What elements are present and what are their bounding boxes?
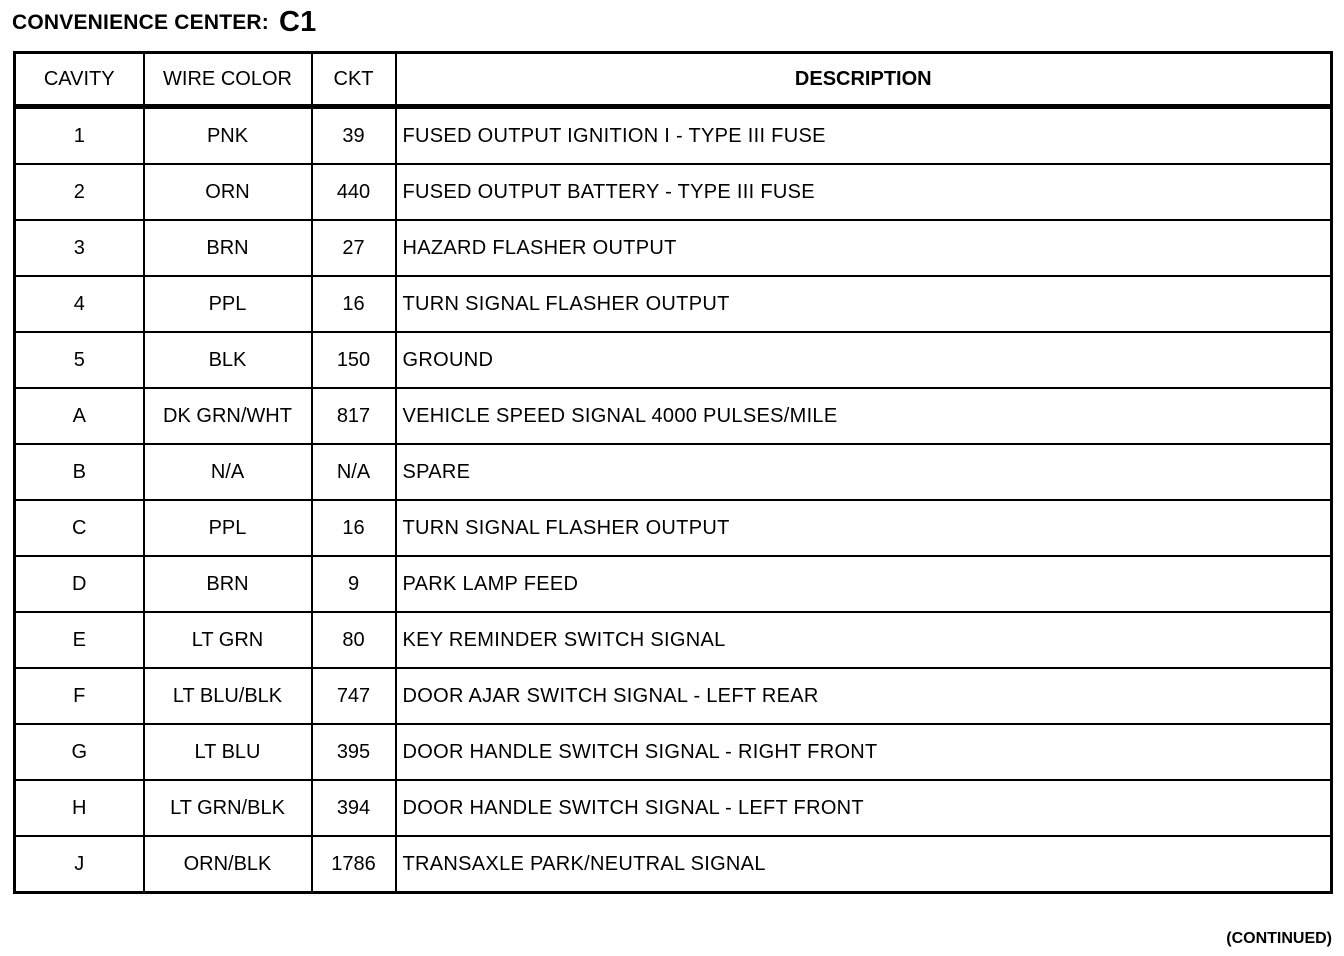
- ckt-cell: 9: [312, 556, 396, 612]
- wire-color-cell: DK GRN/WHT: [144, 388, 312, 444]
- table-row: [15, 332, 1332, 388]
- table-header-row: [15, 53, 1332, 107]
- cavity-cell: C: [15, 500, 144, 556]
- column-header-description: DESCRIPTION: [396, 53, 1332, 107]
- ckt-cell: 27: [312, 220, 396, 276]
- wire-color-cell: LT BLU: [144, 724, 312, 780]
- wire-color-cell: ORN: [144, 164, 312, 220]
- wire-color-cell: BRN: [144, 556, 312, 612]
- table-row: [15, 668, 1332, 724]
- description-cell: DOOR HANDLE SWITCH SIGNAL - LEFT FRONT: [396, 780, 1332, 836]
- ckt-cell: 394: [312, 780, 396, 836]
- description-cell: KEY REMINDER SWITCH SIGNAL: [396, 612, 1332, 668]
- ckt-cell: 817: [312, 388, 396, 444]
- ckt-cell: 16: [312, 276, 396, 332]
- ckt-cell: 747: [312, 668, 396, 724]
- ckt-cell: 1786: [312, 836, 396, 893]
- description-cell: FUSED OUTPUT IGNITION I - TYPE III FUSE: [396, 107, 1332, 165]
- wire-color-cell: PPL: [144, 276, 312, 332]
- description-cell: FUSED OUTPUT BATTERY - TYPE III FUSE: [396, 164, 1332, 220]
- description-cell: SPARE: [396, 444, 1332, 500]
- table-row: [15, 500, 1332, 556]
- cavity-cell: G: [15, 724, 144, 780]
- description-cell: HAZARD FLASHER OUTPUT: [396, 220, 1332, 276]
- table-row: [15, 780, 1332, 836]
- wire-color-cell: PPL: [144, 500, 312, 556]
- table-row: [15, 107, 1332, 165]
- cavity-cell: 2: [15, 164, 144, 220]
- description-cell: DOOR AJAR SWITCH SIGNAL - LEFT REAR: [396, 668, 1332, 724]
- cavity-cell: 1: [15, 107, 144, 165]
- cavity-cell: E: [15, 612, 144, 668]
- table-row: [15, 724, 1332, 780]
- wire-color-cell: N/A: [144, 444, 312, 500]
- description-cell: DOOR HANDLE SWITCH SIGNAL - RIGHT FRONT: [396, 724, 1332, 780]
- cavity-cell: 4: [15, 276, 144, 332]
- ckt-cell: 395: [312, 724, 396, 780]
- page-title: [12, 4, 316, 37]
- table-row: [15, 388, 1332, 444]
- wire-color-cell: LT BLU/BLK: [144, 668, 312, 724]
- column-header-ckt: CKT: [312, 53, 396, 107]
- table-row: [15, 444, 1332, 500]
- table-row: [15, 836, 1332, 893]
- ckt-cell: 39: [312, 107, 396, 165]
- column-header-wire-color: WIRE COLOR: [144, 53, 312, 107]
- table-row: [15, 612, 1332, 668]
- cavity-cell: B: [15, 444, 144, 500]
- wire-color-cell: PNK: [144, 107, 312, 165]
- connector-pinout-table: [13, 51, 1333, 894]
- description-cell: TURN SIGNAL FLASHER OUTPUT: [396, 276, 1332, 332]
- column-header-cavity: CAVITY: [15, 53, 144, 107]
- connector-id: C1: [279, 6, 317, 38]
- description-cell: VEHICLE SPEED SIGNAL 4000 PULSES/MILE: [396, 388, 1332, 444]
- wire-color-cell: BRN: [144, 220, 312, 276]
- cavity-cell: F: [15, 668, 144, 724]
- table-row: [15, 164, 1332, 220]
- cavity-cell: A: [15, 388, 144, 444]
- description-cell: TRANSAXLE PARK/NEUTRAL SIGNAL: [396, 836, 1332, 893]
- cavity-cell: H: [15, 780, 144, 836]
- cavity-cell: D: [15, 556, 144, 612]
- continued-note: (CONTINUED): [1226, 930, 1332, 947]
- cavity-cell: J: [15, 836, 144, 893]
- ckt-cell: 16: [312, 500, 396, 556]
- ckt-cell: 440: [312, 164, 396, 220]
- description-cell: PARK LAMP FEED: [396, 556, 1332, 612]
- wire-color-cell: LT GRN: [144, 612, 312, 668]
- table-row: [15, 276, 1332, 332]
- description-cell: TURN SIGNAL FLASHER OUTPUT: [396, 500, 1332, 556]
- wire-color-cell: ORN/BLK: [144, 836, 312, 893]
- ckt-cell: 80: [312, 612, 396, 668]
- cavity-cell: 5: [15, 332, 144, 388]
- cavity-cell: 3: [15, 220, 144, 276]
- description-cell: GROUND: [396, 332, 1332, 388]
- wire-color-cell: BLK: [144, 332, 312, 388]
- table-row: [15, 220, 1332, 276]
- table-row: [15, 556, 1332, 612]
- ckt-cell: N/A: [312, 444, 396, 500]
- ckt-cell: 150: [312, 332, 396, 388]
- wire-color-cell: LT GRN/BLK: [144, 780, 312, 836]
- title-text: CONVENIENCE CENTER:: [12, 11, 269, 34]
